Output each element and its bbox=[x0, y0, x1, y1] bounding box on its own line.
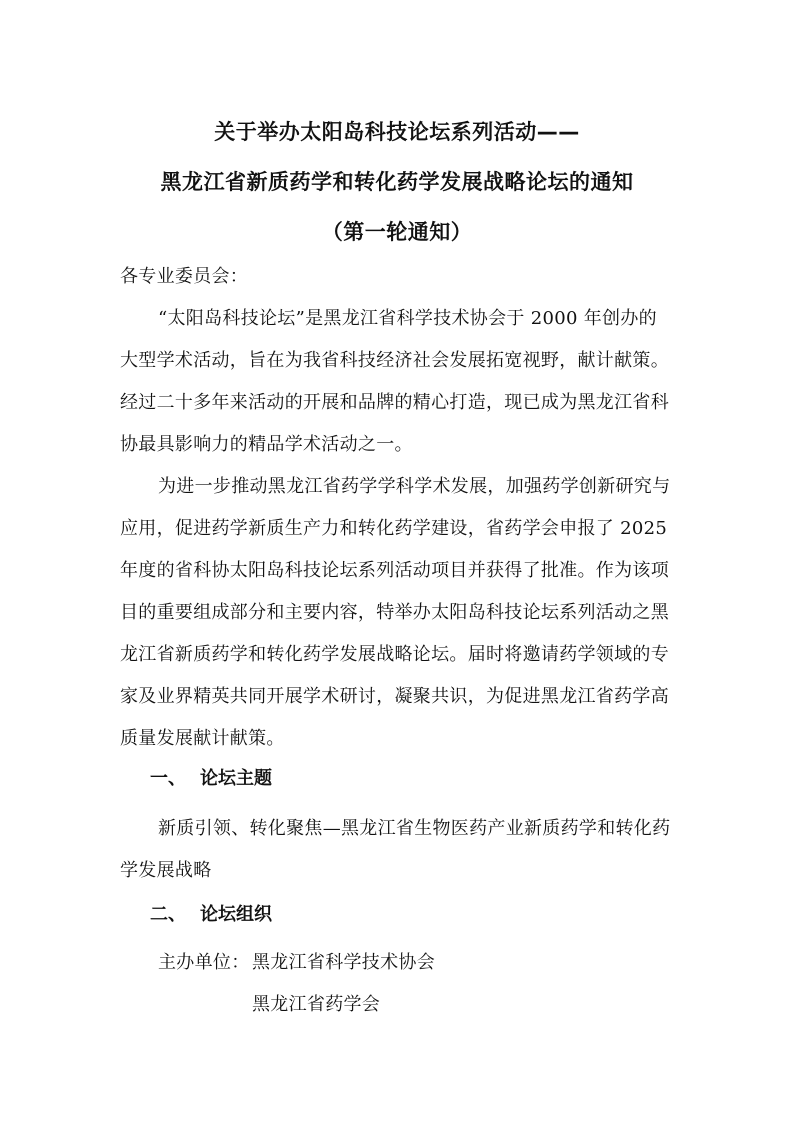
section-number: 一、 bbox=[150, 768, 186, 789]
paragraph-line: 家及业界精英共同开展学术研讨，凝聚共识，为促进黑龙江省药学高 bbox=[120, 686, 669, 707]
host-organizer: 黑龙江省药学会 bbox=[252, 994, 381, 1015]
paragraph-line: 龙江省新质药学和转化药学发展战略论坛。届时将邀请药学领域的专 bbox=[120, 644, 669, 665]
paragraph-line: 应用，促进药学新质生产力和转化药学建设，省药学会申报了 2025 bbox=[120, 518, 668, 539]
paragraph-line: 新质引领、转化聚焦—黑龙江省生物医药产业新质药学和转化药 bbox=[158, 818, 671, 839]
host-organizer: 黑龙江省科学技术协会 bbox=[252, 952, 435, 973]
paragraph-line: 质量发展献计献策。 bbox=[120, 728, 285, 749]
section-heading: 论坛组织 bbox=[200, 904, 272, 925]
paragraph-line: 经过二十多年来活动的开展和品牌的精心打造，现已成为黑龙江省科 bbox=[120, 392, 669, 413]
paragraph-line: 协最具影响力的精品学术活动之一。 bbox=[120, 434, 413, 455]
paragraph-line: 目的重要组成部分和主要内容，特举办太阳岛科技论坛系列活动之黑 bbox=[120, 602, 669, 623]
document-title-line-2: 黑龙江省新质药学和转化药学发展战略论坛的通知 bbox=[160, 170, 634, 194]
paragraph-line: 年度的省科协太阳岛科技论坛系列活动项目并获得了批准。作为该项 bbox=[120, 560, 669, 581]
paragraph-line: 学发展战略 bbox=[120, 860, 212, 881]
host-label: 主办单位： bbox=[158, 952, 250, 973]
paragraph-line: 大型学术活动，旨在为我省科技经济社会发展拓宽视野，献计献策。 bbox=[120, 350, 669, 371]
section-heading: 论坛主题 bbox=[200, 768, 272, 789]
document-title-line-1: 关于举办太阳岛科技论坛系列活动—— bbox=[214, 120, 580, 144]
section-number: 二、 bbox=[150, 904, 186, 925]
document-title-line-3: （第一轮通知） bbox=[321, 220, 473, 244]
paragraph-line: 为进一步推动黑龙江省药学学科学术发展，加强药学创新研究与 bbox=[158, 476, 671, 497]
salutation: 各专业委员会： bbox=[120, 266, 249, 287]
paragraph-line: “太阳岛科技论坛”是黑龙江省科学技术协会于 2000 年创办的 bbox=[158, 308, 657, 329]
